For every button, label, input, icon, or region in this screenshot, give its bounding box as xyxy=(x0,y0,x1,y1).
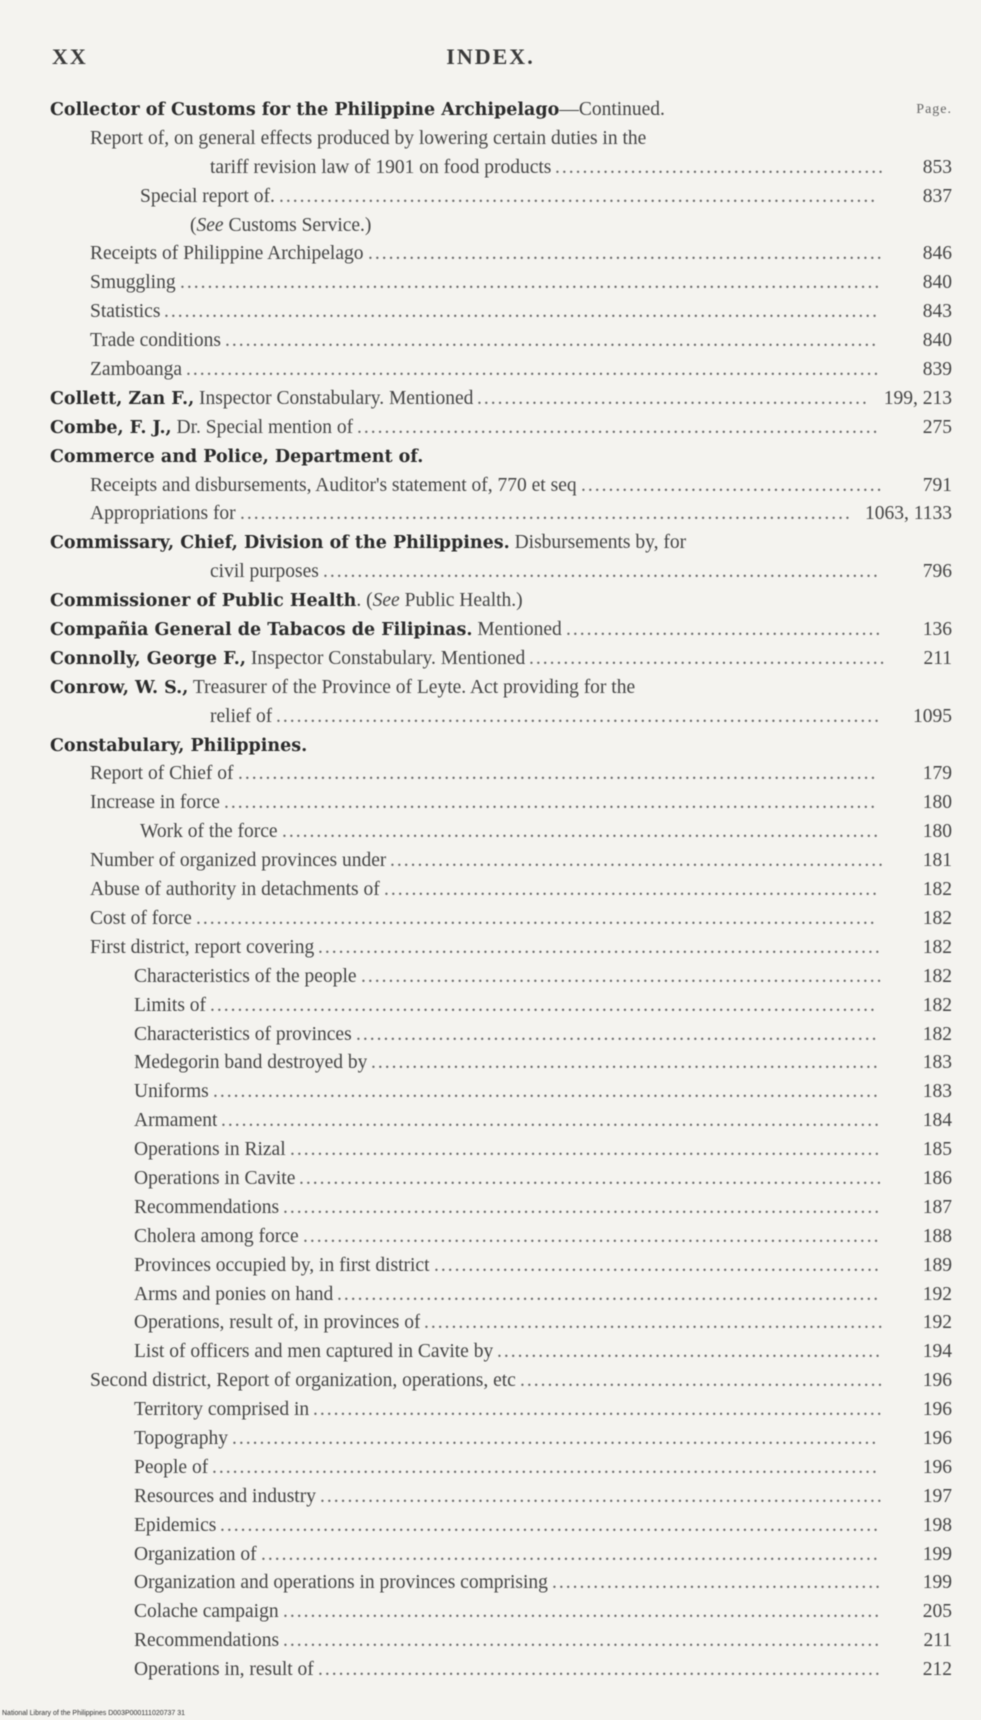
entry-page-number: 184 xyxy=(922,1110,952,1132)
entry-page-number: 1095 xyxy=(913,705,952,727)
entry-text xyxy=(134,1483,316,1512)
index-entry xyxy=(50,1223,952,1252)
dot-leader: ................................................................. xyxy=(434,1254,881,1276)
entry-page-number: 840 xyxy=(922,272,952,294)
entry-text xyxy=(90,1367,516,1396)
dot-leader: ..................................................................................................... xyxy=(186,359,881,381)
entry-page-number: 199 xyxy=(922,1543,952,1565)
entry-text xyxy=(134,1049,367,1078)
index-entry xyxy=(50,183,952,212)
dot-leader: .................................................................................. xyxy=(318,1659,882,1681)
index-entry xyxy=(50,1309,952,1338)
index-entry xyxy=(50,587,952,616)
dot-leader: .............................................................................................. xyxy=(232,1427,879,1449)
index-entry xyxy=(50,876,952,905)
index-entry xyxy=(50,616,952,645)
index-entry xyxy=(50,356,952,385)
dot-leader: ......................................................... xyxy=(477,387,869,409)
dot-leader: ............................................................................................... xyxy=(224,792,878,814)
entry-text xyxy=(50,587,523,616)
entry-body: Armament xyxy=(134,1110,218,1132)
dot-leader: ............................................................................ xyxy=(361,965,884,987)
entry-body: Inspector Constabulary. Mentioned xyxy=(194,387,474,409)
index-entry xyxy=(50,1656,952,1685)
entry-text xyxy=(210,154,551,183)
entry-page-number: 189 xyxy=(922,1254,952,1276)
entry-text xyxy=(134,1454,208,1483)
index-entry xyxy=(50,1049,952,1078)
entry-page-number: 196 xyxy=(922,1427,952,1449)
entry-text xyxy=(134,1656,314,1685)
entry-body: People of xyxy=(134,1456,209,1478)
entry-body: Abuse of authority in detachments of xyxy=(90,879,380,901)
entry-text xyxy=(134,1541,257,1570)
entry-page-number: 182 xyxy=(922,879,952,901)
dot-leader: ................................................................................................. xyxy=(212,1456,879,1478)
entry-body: Smuggling xyxy=(90,272,176,294)
entry-text xyxy=(90,327,221,356)
entry-body: Increase in force xyxy=(90,792,220,814)
entry-body: Operations in Cavite xyxy=(134,1167,296,1189)
index-entry xyxy=(50,472,952,501)
dot-leader: .................................................................................. xyxy=(320,1485,884,1507)
entry-body: Topography xyxy=(134,1427,228,1449)
entry-text xyxy=(134,1165,295,1194)
entry-page-number: 196 xyxy=(922,1399,952,1421)
entry-text xyxy=(90,760,234,789)
entry-text xyxy=(134,1569,548,1598)
entry-page-number: 199, 213 xyxy=(883,387,952,409)
entry-body: civil purposes xyxy=(210,561,319,583)
dot-leader: .......................................................................... xyxy=(371,1052,880,1074)
entry-text xyxy=(50,96,665,125)
running-title: INDEX. xyxy=(446,44,535,69)
entry-body: Operations, result of, in provinces of xyxy=(134,1312,421,1334)
entry-body: Disbursements by, for xyxy=(509,532,687,554)
index-entry xyxy=(50,1107,952,1136)
index-entry xyxy=(50,385,952,414)
entry-text xyxy=(140,183,275,212)
entry-heading: Combe, F. J., xyxy=(50,417,172,438)
entry-body: Resources and industry xyxy=(134,1485,316,1507)
entry-body: Inspector Constabulary. Mentioned xyxy=(245,647,526,669)
entry-page-number: 1063, 1133 xyxy=(864,503,952,525)
dot-leader: ................................................................................... xyxy=(313,1399,884,1421)
entry-text xyxy=(50,529,686,558)
index-entry xyxy=(50,645,952,674)
entry-text xyxy=(50,443,423,472)
entry-body: Trade conditions xyxy=(90,330,221,352)
entry-text xyxy=(90,240,364,269)
entry-body: Organization and operations in provinces comprising xyxy=(134,1572,548,1594)
dot-leader: ................................................ xyxy=(555,156,885,178)
index-entry xyxy=(50,1338,952,1367)
entry-text xyxy=(210,558,319,587)
index-entry xyxy=(50,905,952,934)
entry-page-number: 199 xyxy=(922,1572,952,1594)
entry-page-number: 182 xyxy=(922,994,952,1016)
entry-body: Treasurer of the Province of Leyte. Act providing for the xyxy=(188,676,636,698)
entry-body: Appropriations for xyxy=(90,503,236,525)
index-entry xyxy=(50,1396,952,1425)
entry-heading: Collector of Customs for the Philippine Archipelago xyxy=(50,100,560,120)
index-entry xyxy=(50,789,952,818)
dot-leader: ..................................................... xyxy=(520,1370,885,1392)
entry-body: —Continued. xyxy=(559,99,665,120)
index-entry xyxy=(50,558,952,587)
entry-text xyxy=(134,963,357,992)
entry-page-number: 188 xyxy=(922,1225,952,1247)
entry-text xyxy=(134,1598,279,1627)
entry-text xyxy=(134,1281,333,1310)
entry-body: Dr. Special mention of xyxy=(171,416,354,438)
dot-leader: ....................................................................................... xyxy=(282,821,881,843)
entry-page-number: 796 xyxy=(922,561,952,583)
entry-page-number: 182 xyxy=(922,907,952,929)
dot-leader: ................................................................................. xyxy=(323,561,880,583)
dot-leader: ....................................................................................... xyxy=(283,1601,882,1623)
entry-heading: Commissioner of Public Health xyxy=(50,591,357,612)
index-entry xyxy=(50,1425,952,1454)
dot-leader: ............................................................................................... xyxy=(225,330,879,352)
index-entry xyxy=(50,818,952,847)
entry-body: First district, report covering xyxy=(90,936,315,958)
entry-text xyxy=(90,472,577,501)
dot-leader: ............................................................................ xyxy=(356,1023,879,1045)
dot-leader: ........................................................ xyxy=(497,1341,882,1363)
entry-page-number: 192 xyxy=(922,1283,952,1305)
dot-leader: ....................................................................................... xyxy=(283,1630,882,1652)
dot-leader: ...................................................................................................... xyxy=(180,272,882,294)
entry-page-number: 196 xyxy=(922,1370,952,1392)
entry-text xyxy=(90,125,646,154)
entry-text xyxy=(134,1136,286,1165)
entry-heading: Compañia General de Tabacos de Filipinas. xyxy=(50,620,473,641)
entry-text xyxy=(50,385,473,414)
index-entry xyxy=(50,1021,952,1050)
index-entry xyxy=(50,1136,952,1165)
index-entry xyxy=(50,1194,952,1223)
dot-leader: ......................................................................................... xyxy=(240,503,852,525)
entry-page-number: 840 xyxy=(922,330,952,352)
entry-text xyxy=(50,674,635,703)
index-entry xyxy=(50,125,952,154)
entry-page-number: 180 xyxy=(922,821,952,843)
dot-leader: ................................................................................................. xyxy=(210,994,877,1016)
index-entry xyxy=(50,1569,952,1598)
entry-text xyxy=(50,414,353,443)
index-entry xyxy=(50,1598,952,1627)
entry-text xyxy=(134,1627,279,1656)
entry-page-number: 185 xyxy=(922,1139,952,1161)
entry-body: Operations in Rizal xyxy=(134,1139,286,1161)
index-entry xyxy=(50,703,952,732)
entry-body: Operations in, result of xyxy=(134,1659,314,1681)
entry-text xyxy=(50,616,562,645)
index-entry xyxy=(50,1627,952,1656)
entry-text xyxy=(134,1338,493,1367)
entry-page-number: 853 xyxy=(922,156,952,178)
index-entry xyxy=(50,240,952,269)
entry-body: Colache campaign xyxy=(134,1601,279,1623)
entry-body: Mentioned xyxy=(472,619,562,641)
index-entry xyxy=(50,529,952,558)
dot-leader: ................................................................................................... xyxy=(196,907,877,929)
entry-text xyxy=(134,992,206,1021)
entry-page-number: 211 xyxy=(923,647,952,669)
entry-body: Uniforms xyxy=(134,1081,209,1103)
entry-page-number: 180 xyxy=(922,792,952,814)
entry-body: Cost of force xyxy=(90,907,192,929)
entry-body: Organization of xyxy=(134,1543,257,1565)
entry-text xyxy=(90,905,192,934)
entry-page-number: 205 xyxy=(922,1601,952,1623)
dot-leader: ................................................................... xyxy=(424,1312,885,1334)
index-entry xyxy=(50,1512,952,1541)
index-entry xyxy=(50,992,952,1021)
entry-page-number: 136 xyxy=(922,619,952,641)
entry-text xyxy=(134,1252,430,1281)
entry-page-number: 183 xyxy=(922,1052,952,1074)
entry-text xyxy=(50,645,525,674)
entry-text xyxy=(140,818,278,847)
entry-text xyxy=(210,703,272,732)
index-entry xyxy=(50,760,952,789)
entry-text xyxy=(90,269,176,298)
entry-text xyxy=(134,1194,279,1223)
dot-leader: ................................................................................................ xyxy=(220,1514,880,1536)
entry-page-number: 179 xyxy=(922,763,952,785)
entry-page-number: 192 xyxy=(922,1312,952,1334)
entry-body: . (See Public Health.) xyxy=(356,590,523,612)
entry-body: Characteristics of the people xyxy=(134,965,357,987)
entry-heading: Connolly, George F., xyxy=(50,648,246,669)
dot-leader: ........................................................................................................ xyxy=(164,301,879,323)
scan-footer: National Library of the Philippines D003P000111020737 31 xyxy=(2,1710,186,1717)
dot-leader: .................................................................................... xyxy=(303,1225,881,1247)
entry-page-number: 196 xyxy=(922,1456,952,1478)
dot-leader: .......................................................................................... xyxy=(261,1543,880,1565)
index-entry xyxy=(50,1454,952,1483)
entry-text xyxy=(190,212,371,241)
entry-body: Report of, on general effects produced by lowering certain duties in the xyxy=(90,127,647,149)
dot-leader: .............................................. xyxy=(566,619,883,641)
index-entry xyxy=(50,963,952,992)
index-entry xyxy=(50,1252,952,1281)
index-entry xyxy=(50,1483,952,1512)
entry-text xyxy=(50,732,307,761)
entry-body: tariff revision law of 1901 on food products xyxy=(210,156,552,178)
index-entry xyxy=(50,154,952,183)
entry-page-number: 211 xyxy=(923,1630,952,1652)
entry-page-number: 791 xyxy=(922,474,952,496)
dot-leader: ............................................................................... xyxy=(337,1283,881,1305)
dot-leader: .................................................................................. xyxy=(318,936,882,958)
entry-body: Report of Chief of xyxy=(90,763,234,785)
entry-body: Zamboanga xyxy=(90,359,183,381)
dot-leader: ........................................................................ xyxy=(384,879,879,901)
entry-text xyxy=(134,1309,420,1338)
entry-text xyxy=(134,1107,217,1136)
entry-page-number: 197 xyxy=(922,1485,952,1507)
entry-body: Recommendations xyxy=(134,1196,280,1218)
index-entry xyxy=(50,1281,952,1310)
entry-page-number: 212 xyxy=(922,1659,952,1681)
index-entry xyxy=(50,1367,952,1396)
dot-leader: ................................................ xyxy=(552,1572,882,1594)
page-column-label: Page. xyxy=(916,102,952,117)
entry-page-number: 187 xyxy=(922,1196,952,1218)
index-entry xyxy=(50,1541,952,1570)
entry-body: (See Customs Service.) xyxy=(190,214,372,236)
entry-body: Recommendations xyxy=(134,1630,280,1652)
entry-text xyxy=(90,934,314,963)
index-entry xyxy=(50,212,952,241)
entry-body: Territory comprised in xyxy=(134,1399,310,1421)
index-entry xyxy=(50,269,952,298)
entry-text xyxy=(90,298,160,327)
dot-leader: ................................................................................................. xyxy=(213,1081,880,1103)
index-entry xyxy=(50,847,952,876)
entry-page-number: 182 xyxy=(922,965,952,987)
entry-body: Work of the force xyxy=(140,821,278,843)
index-entry xyxy=(50,298,952,327)
entry-heading: Commerce and Police, Department of. xyxy=(50,446,424,467)
entry-body: Characteristics of provinces xyxy=(134,1023,352,1045)
entry-page-number: 186 xyxy=(922,1167,952,1189)
entry-text xyxy=(134,1021,352,1050)
entry-page-number: 182 xyxy=(922,936,952,958)
index-entry xyxy=(50,934,952,963)
entry-text xyxy=(90,789,220,818)
dot-leader: .................................................... xyxy=(529,647,887,669)
entry-body: Provinces occupied by, in first district xyxy=(134,1254,430,1276)
index-entry xyxy=(50,674,952,703)
entry-page-number: 194 xyxy=(922,1341,952,1363)
dot-leader: ........................................................................................ xyxy=(276,705,881,727)
index-entries xyxy=(50,96,952,1685)
entry-body: Medegorin band destroyed by xyxy=(134,1052,368,1074)
entry-body: Arms and ponies on hand xyxy=(134,1283,334,1305)
entry-text xyxy=(134,1223,299,1252)
dot-leader: ....................................................................................... xyxy=(279,185,878,207)
entry-heading: Conrow, W. S., xyxy=(50,677,189,698)
entry-body: Cholera among force xyxy=(134,1225,299,1247)
entry-text xyxy=(134,1512,216,1541)
dot-leader: ..................................................................................... xyxy=(299,1167,884,1189)
entry-page-number: 198 xyxy=(922,1514,952,1536)
index-entry xyxy=(50,327,952,356)
entry-body: Epidemics xyxy=(134,1514,217,1536)
entry-page-number: 843 xyxy=(922,301,952,323)
entry-page-number: 275 xyxy=(922,416,952,438)
dot-leader: ...................................................................................... xyxy=(290,1139,882,1161)
entry-body: Special report of. xyxy=(140,185,275,207)
index-entry xyxy=(50,443,952,472)
entry-page-number: 846 xyxy=(922,243,952,265)
entry-text xyxy=(90,847,386,876)
entry-body: Number of organized provinces under xyxy=(90,850,387,872)
index-entry xyxy=(50,414,952,443)
entry-heading: Constabulary, Philippines. xyxy=(50,735,308,756)
dot-leader: ........................................................................... xyxy=(368,243,884,265)
entry-body: Receipts of Philippine Archipelago xyxy=(90,243,364,265)
page-header xyxy=(52,44,929,74)
page-folio: XX xyxy=(52,44,88,69)
index-entry xyxy=(50,732,952,761)
entry-text xyxy=(90,356,182,385)
dot-leader: ....................................................................................... xyxy=(283,1196,882,1218)
index-entry xyxy=(50,500,952,529)
entry-page-number: 839 xyxy=(922,359,952,381)
entry-body: Second district, Report of organization, operations, etc xyxy=(90,1370,516,1392)
entry-text xyxy=(134,1425,228,1454)
entry-text xyxy=(90,500,236,529)
entry-body: List of officers and men captured in Cavite by xyxy=(134,1341,494,1363)
index-entry xyxy=(50,1165,952,1194)
entry-page-number: 183 xyxy=(922,1081,952,1103)
index-entry xyxy=(50,1078,952,1107)
entry-text xyxy=(134,1396,309,1425)
entry-page-number: 182 xyxy=(922,1023,952,1045)
entry-body: Receipts and disbursements, Auditor's statement of, 770 et seq xyxy=(90,474,577,496)
dot-leader: ............................................................................................. xyxy=(238,763,878,785)
entry-text xyxy=(90,876,380,905)
entry-body: Limits of xyxy=(134,994,207,1016)
entry-heading: Collett, Zan F., xyxy=(50,388,195,409)
index-entry xyxy=(50,96,952,125)
entry-heading: Commissary, Chief, Division of the Philippines. xyxy=(50,533,510,554)
entry-page-number: 837 xyxy=(922,185,952,207)
entry-body: relief of xyxy=(210,705,273,727)
entry-body: Statistics xyxy=(90,301,161,323)
dot-leader: ................................................................................................ xyxy=(221,1110,881,1132)
dot-leader: ............................................................................ xyxy=(357,416,880,438)
dot-leader: ............................................ xyxy=(581,474,884,496)
entry-page-number: 181 xyxy=(922,850,952,872)
dot-leader: ........................................................................ xyxy=(390,850,885,872)
entry-text xyxy=(134,1078,209,1107)
